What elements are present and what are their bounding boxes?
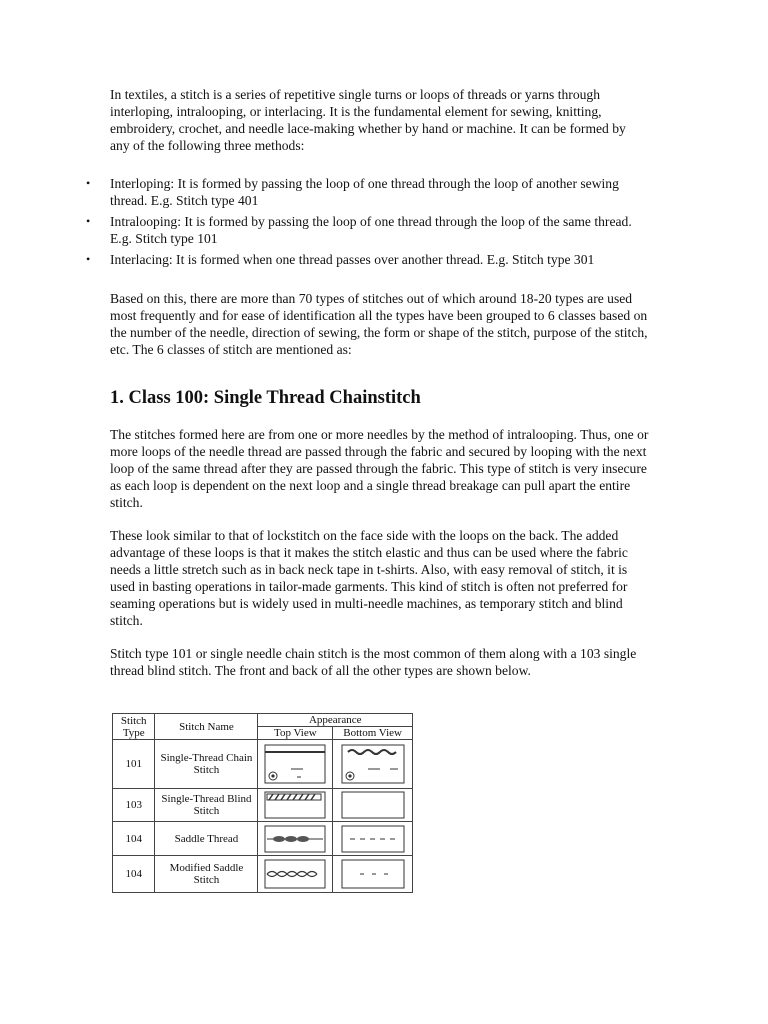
- stitch-type-cell: 104: [113, 822, 155, 856]
- stitch-type-cell: 104: [113, 856, 155, 893]
- stitch-name-cell: Single-Thread Chain Stitch: [155, 740, 258, 789]
- table-row: [113, 856, 413, 893]
- intro-paragraph: In textiles, a stitch is a series of repetitive single turns or loops of threads or yarns through interloping, intralooping, or interlacing. It is the fundamental element for sewing, knitting, embroidery, crochet, and needle lace-making whether by hand or machine. It can be formed by any of the following three methods:: [110, 87, 626, 153]
- stitch-type-cell: 101: [113, 740, 155, 789]
- modified-saddle-top-icon: [258, 856, 333, 893]
- blind-stitch-bottom-icon: [333, 789, 413, 822]
- classes-intro-paragraph: Based on this, there are more than 70 types of stitches out of which around 18-20 types are used most frequently and for ease of identification all the types have been grouped to 6 classes based on the number of the needle, direction of sewing, the form or shape of the stitch, purpose of the stitch, etc. The 6 classes of stitch are mentioned as:: [110, 291, 648, 357]
- header-top-view: Top View: [258, 727, 333, 740]
- header-stitch-name: Stitch Name: [155, 714, 258, 740]
- list-item-text: Interloping: It is formed by passing the loop of one thread through the loop of another sewing thread. E.g. Stitch type 401: [110, 176, 619, 208]
- methods-list: [83, 175, 643, 268]
- list-item: [83, 213, 643, 247]
- section-paragraph: Stitch type 101 or single needle chain stitch is the most common of them along with a 103 single thread blind stitch. The front and back of all the other types are shown below.: [110, 646, 637, 678]
- stitch-name-cell: Saddle Thread: [155, 822, 258, 856]
- section-heading: 1. Class 100: Single Thread Chainstitch: [110, 388, 421, 408]
- stitch-table: [112, 713, 413, 893]
- header-bottom-view: Bottom View: [333, 727, 413, 740]
- list-item: [83, 175, 643, 209]
- header-stitch-type: Stitch Type: [113, 714, 155, 740]
- table-row: [113, 740, 413, 789]
- stitch-name-cell: Modified Saddle Stitch: [155, 856, 258, 893]
- blind-stitch-top-icon: [258, 789, 333, 822]
- list-item: [83, 251, 643, 268]
- section-paragraph: These look similar to that of lockstitch on the face side with the loops on the back. The added advantage of these loops is that it makes the stitch elastic and thus can be used where the fabric needs a little stretch such as in back neck tape in t-shirts. Also, with easy removal of stitch, it is used in basting operations in tailor-made garments. This kind of stitch is often not preferred for seaming operations but is widely used in multi-needle machines, as temporary stitch and blind stitch.: [110, 528, 628, 628]
- list-item-text: Intralooping: It is formed by passing the loop of one thread through the loop of the same thread. E.g. Stitch type 101: [110, 214, 632, 246]
- bullet-icon: •: [86, 176, 91, 190]
- saddle-stitch-bottom-icon: [333, 822, 413, 856]
- modified-saddle-bottom-icon: [333, 856, 413, 893]
- header-appearance: Appearance: [258, 714, 413, 727]
- stitch-type-cell: 103: [113, 789, 155, 822]
- bullet-icon: •: [86, 252, 91, 266]
- table-row: [113, 822, 413, 856]
- saddle-stitch-top-icon: [258, 822, 333, 856]
- stitch-name-cell: Single-Thread Blind Stitch: [155, 789, 258, 822]
- chain-stitch-top-icon: [258, 740, 333, 789]
- section-paragraph: The stitches formed here are from one or more needles by the method of intralooping. Thus, one or more loops of the needle thread are passed through the fabric and secured by looping with the next loop of the same thread after they are passed through the fabric. This type of stitch is very insecure as each loop is dependent on the next loop and a single thread breakage can pull apart the entire stitch.: [110, 427, 649, 510]
- bullet-icon: •: [86, 214, 91, 228]
- list-item-text: Interlacing: It is formed when one thread passes over another thread. E.g. Stitch type 301: [110, 252, 595, 267]
- chain-stitch-bottom-icon: [333, 740, 413, 789]
- table-row: [113, 789, 413, 822]
